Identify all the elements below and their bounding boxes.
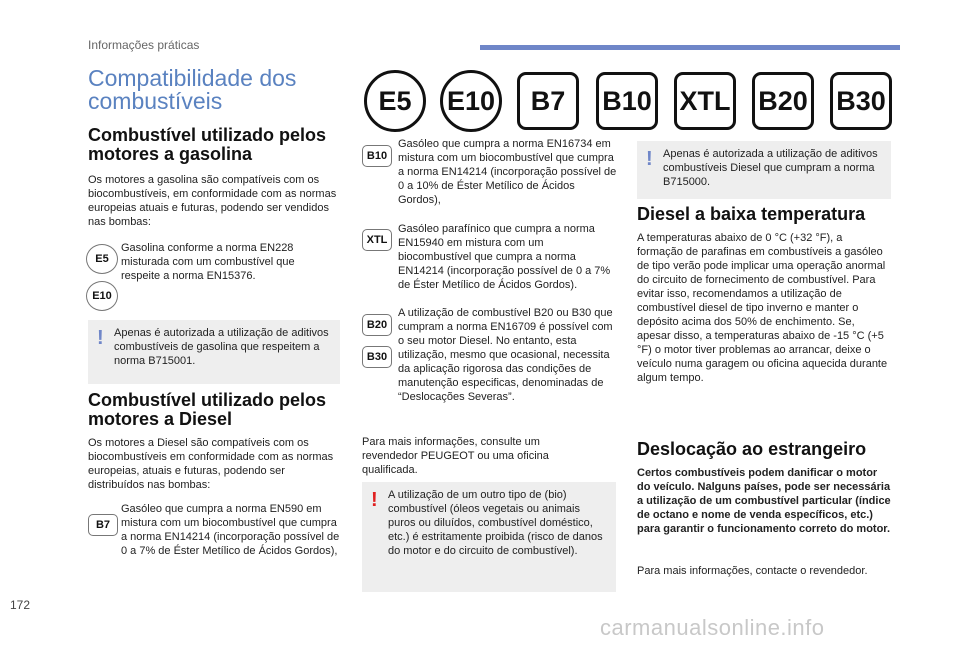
badge-b30: B30 [362, 346, 392, 368]
diesel-additive-note-text: Apenas é autorizada a utilização de aditivos combustíveis Diesel que cumpram a norma B715000. [663, 148, 878, 188]
abroad-text: Para mais informações, contacte o revendedor. [637, 565, 868, 577]
watermark: carmanualsonline.info [600, 615, 825, 640]
diesel-additive-note [637, 141, 891, 199]
badge-b20: B20 [362, 314, 392, 336]
badge-xtl-large: XTL [674, 72, 736, 130]
info-icon: ! [97, 327, 104, 349]
header-rule [480, 45, 900, 50]
diesel-intro: Os motores a Diesel são compatíveis com os biocombustíveis em conformidade com as normas europeias, atuais e futuras, podendo ser distribuídos nas bombas: [88, 437, 334, 491]
more-info-text: Para mais informações, consulte um revendedor PEUGEOT ou uma oficina qualificada. [362, 436, 549, 476]
gasoline-fuel-text: Gasolina conforme a norma EN228 misturada com um combustível que respeite a norma EN15376. [121, 242, 295, 282]
xtl-text: Gasóleo parafínico que cumpra a norma EN15940 em mistura com um biocombustível que cumpra a norma EN14214 (incorporação possível de 0 a 7% de Éster Metílico de Ácidos Gordos). [398, 223, 611, 291]
b7-text: Gasóleo que cumpra a norma EN590 em mistura com um biocombustível que cumpra a norma EN14214 (incorporação possível de 0 a 7% de Éster Metílico de Ácidos Gordos), [121, 503, 340, 557]
gasoline-note [88, 320, 340, 384]
badge-e5: E5 [86, 244, 118, 274]
badge-b30-large: B30 [830, 72, 892, 130]
badge-b7: B7 [88, 514, 118, 536]
gasoline-note-text: Apenas é autorizada a utilização de aditivos combustíveis de gasolina que respeitem a norma B715001. [114, 327, 329, 367]
gasoline-heading: Combustível utilizado pelos motores a gasolina [88, 125, 327, 164]
low-temp-text: A temperaturas abaixo de 0 °C (+32 °F), a formação de parafinas em combustíveis a gasóleo de tipo verão pode implicar uma operação anormal do circuito de fornecimento de combustível. Para evitar isso, recomendamos a utilização de combustível diesel de tipo inverno e manter o depósito acima dos 50% de enchimento. Se, apesar disso, a temperaturas abaixo de -15 °C (+5 °F) o motor tiver problemas ao arrancar, deixe o veículo numa garagem ou oficina aquecida durante algum tempo. [637, 232, 888, 384]
low-temp-heading: Diesel a baixa temperatura [637, 204, 866, 224]
section-label: Informações práticas [88, 38, 200, 52]
diesel-heading: Combustível utilizado pelos motores a Diesel [88, 390, 327, 429]
badge-e5-large: E5 [364, 70, 426, 132]
info-icon: ! [646, 148, 653, 170]
b20-b30-text: A utilização de combustível B20 ou B30 que cumpram a norma EN16709 é possível com o seu motor Diesel. No entanto, esta utilização, mesmo que ocasional, necessita da aplicação rigorosa das condições de manutenção especificas, denominadas de “Deslocações Severas”. [398, 307, 613, 403]
badge-e10: E10 [86, 281, 118, 311]
gasoline-intro: Os motores a gasolina são compatíveis com os biocombustíveis, em conformidade com as normas europeias atuais e futuras, podendo ser vendidos nas bombas: [88, 174, 337, 228]
abroad-heading: Deslocação ao estrangeiro [637, 439, 867, 459]
badge-b20-large: B20 [752, 72, 814, 130]
badge-b7-large: B7 [517, 72, 579, 130]
badge-e10-large: E10 [440, 70, 502, 132]
warning-note-text: A utilização de um outro tipo de (bio) combustível (óleos vegetais ou animais puros ou diluídos, combustível doméstico, etc.) é estritamente proibida (risco de danos do motor e do circuito de combustível). [388, 489, 603, 557]
abroad-bold-text: Certos combustíveis podem danificar o motor do veículo. Nalguns países, pode ser necessária a utilização de um combustível particular (índice de octano e nome de venda específicos, etc.) para garantir o funcionamento correto do motor. [637, 467, 891, 535]
badge-xtl: XTL [362, 229, 392, 251]
warning-note [362, 482, 616, 592]
b10-text: Gasóleo que cumpra a norma EN16734 em mistura com um biocombustível que cumpra a norma EN14214 (incorporação possível de 0 a 10% de Éster Metílico de Ácidos Gordos), [398, 138, 617, 206]
badge-b10: B10 [362, 145, 392, 167]
page-number: 172 [10, 598, 31, 612]
badge-b10-large: B10 [596, 72, 658, 130]
page-title: Compatibilidade dos combustíveis [88, 65, 297, 114]
warning-icon: ! [371, 489, 378, 511]
